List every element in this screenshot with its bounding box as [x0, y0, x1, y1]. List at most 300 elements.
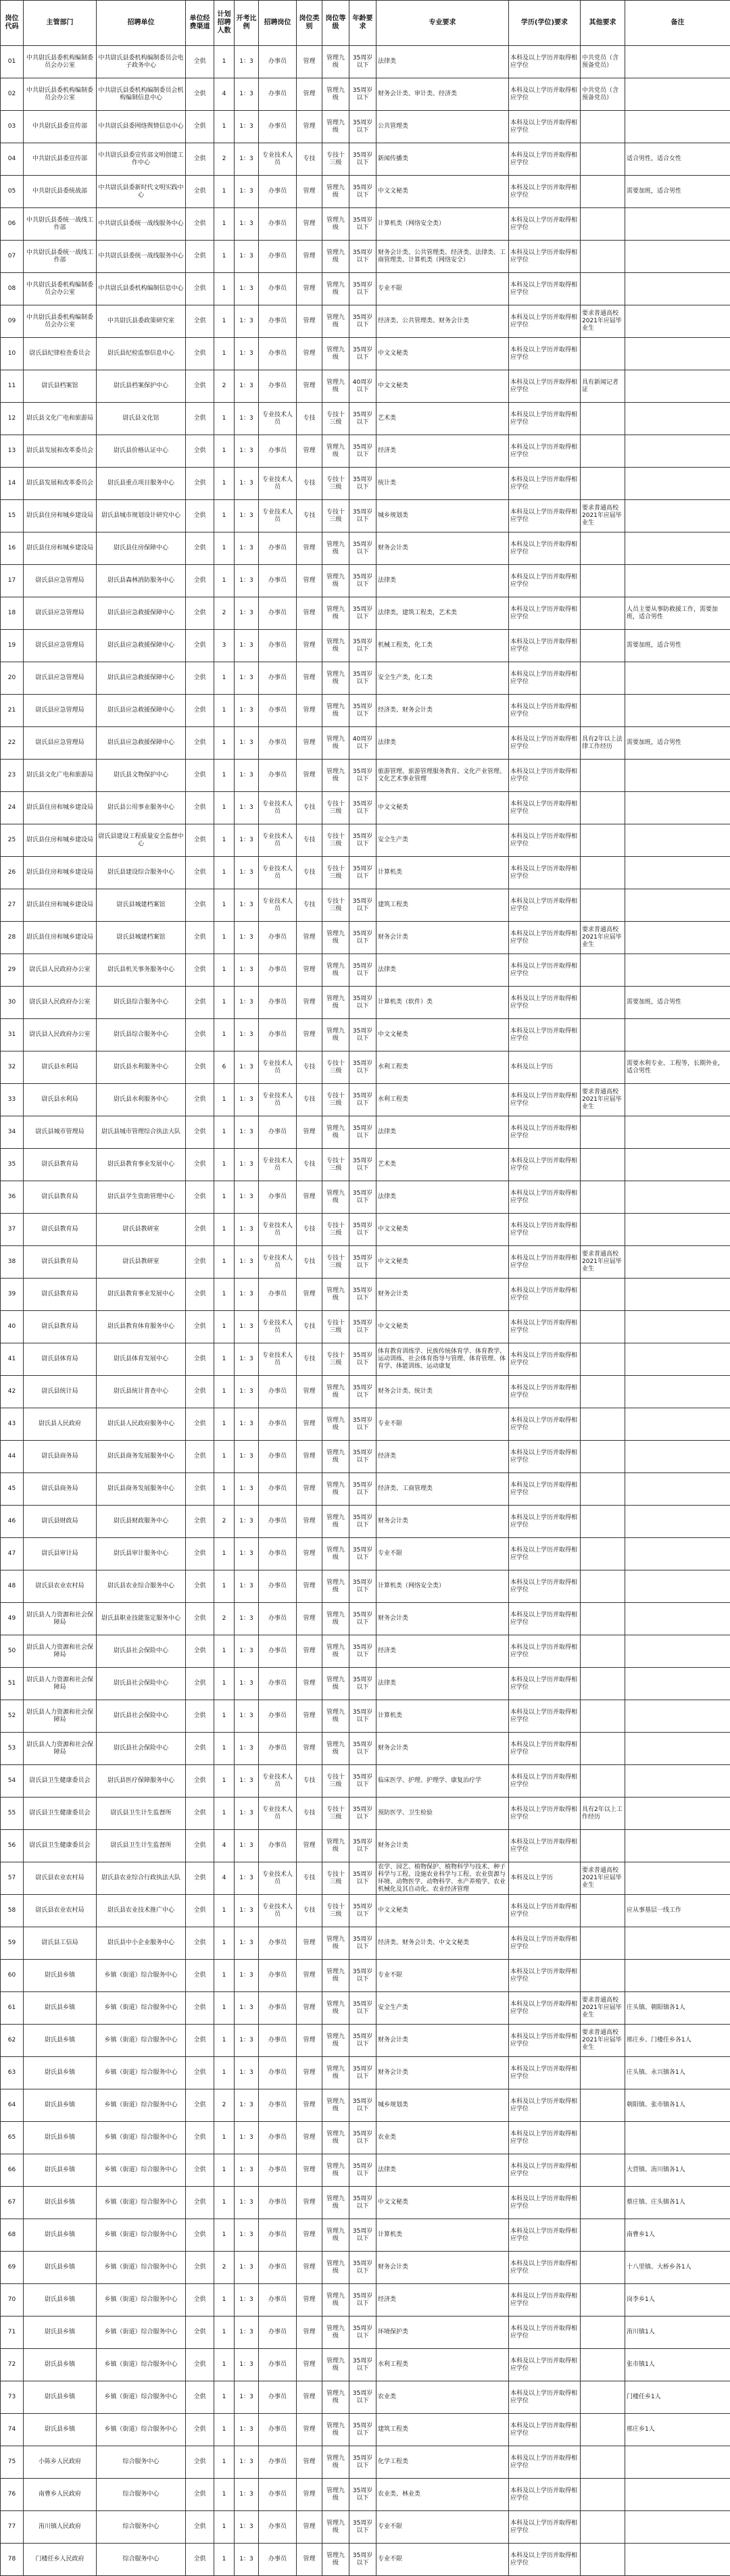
table-cell: 35周岁以下 [349, 1830, 376, 1862]
table-cell: 本科及以上学历并取得相应学位 [509, 662, 581, 695]
table-row [1, 2154, 730, 2187]
table-cell [581, 1019, 625, 1051]
table-cell [581, 1376, 625, 1408]
table-cell: 全供 [186, 2349, 214, 2381]
table-cell [625, 273, 730, 305]
table-cell: 水利工程类 [376, 1051, 509, 1084]
table-cell: 中共尉氏县委宣传部文明创建工作中心 [97, 143, 186, 176]
table-cell: 本科及以上学历并取得相应学位 [509, 1538, 581, 1570]
table-cell: 1：3 [235, 435, 259, 468]
table-cell [581, 2187, 625, 2219]
table-row [1, 1279, 730, 1311]
table-cell: 本科及以上学历并取得相应学位 [509, 1960, 581, 1992]
table-cell: 办事员 [259, 2317, 297, 2349]
table-cell: 尉氏县教育局 [24, 1214, 97, 1246]
table-cell: 要求普通高校2021年应届毕业生 [581, 500, 625, 532]
table-cell [625, 1376, 730, 1408]
table-cell: 综合服务中心 [97, 2511, 186, 2544]
table-cell: 本科及以上学历并取得相应学位 [509, 2154, 581, 2187]
table-cell: 1：3 [235, 1311, 259, 1343]
table-cell: 管理 [297, 1019, 322, 1051]
table-cell: 1 [214, 338, 235, 370]
table-cell [581, 143, 625, 176]
table-cell: 1：3 [235, 468, 259, 500]
table-cell: 专技十三级 [322, 1765, 349, 1798]
table-cell: 全供 [186, 2089, 214, 2122]
table-row [1, 1246, 730, 1279]
table-cell: 法律类 [376, 565, 509, 597]
table-cell [581, 2122, 625, 2154]
table-row [1, 857, 730, 889]
table-cell: 1 [214, 1441, 235, 1473]
table-cell: 法律类 [376, 954, 509, 987]
table-cell: 专技 [297, 1051, 322, 1084]
table-cell [581, 1473, 625, 1506]
table-cell: 63 [1, 2057, 24, 2089]
table-cell: 77 [1, 2511, 24, 2544]
table-cell: 专业技术人员 [259, 792, 297, 824]
table-cell: 管理 [297, 2479, 322, 2511]
table-cell: 专技十三级 [322, 1798, 349, 1830]
table-cell: 管理九级 [322, 2025, 349, 2057]
table-row [1, 1992, 730, 2025]
table-cell: 1：3 [235, 2219, 259, 2252]
table-cell: 办事员 [259, 1019, 297, 1051]
table-cell [581, 630, 625, 662]
column-header: 学历(学位)要求 [509, 1, 581, 46]
table-cell: 本科及以上学历并取得相应学位 [509, 1506, 581, 1538]
table-cell: 环境保护类 [376, 2317, 509, 2349]
table-cell [581, 208, 625, 241]
table-cell: 尉氏县建设工程质量安全监督中心 [97, 824, 186, 857]
table-cell: 办事员 [259, 1668, 297, 1700]
table-cell: 03 [1, 111, 24, 143]
table-cell: 大营镇、洧川镇各1人 [625, 2154, 730, 2187]
table-cell: 中共尉氏县委统一战线工作部 [24, 208, 97, 241]
table-cell: 尉氏县教育局 [24, 1246, 97, 1279]
table-cell: 35周岁以下 [349, 468, 376, 500]
table-cell: 中共党员（含预备党员） [581, 46, 625, 78]
table-cell: 30 [1, 987, 24, 1019]
table-cell: 计算机类（网络安全类） [376, 1570, 509, 1603]
table-cell: 管理九级 [322, 111, 349, 143]
table-cell: 1 [214, 46, 235, 78]
table-cell: 法律类 [376, 727, 509, 760]
table-cell: 全供 [186, 500, 214, 532]
table-cell: 04 [1, 143, 24, 176]
table-cell: 35周岁以下 [349, 2122, 376, 2154]
table-cell [581, 565, 625, 597]
table-cell: 全供 [186, 889, 214, 922]
table-cell: 专技 [297, 143, 322, 176]
table-cell: 35周岁以下 [349, 760, 376, 792]
table-cell: 1：3 [235, 2154, 259, 2187]
table-cell: 管理 [297, 176, 322, 208]
table-cell: 1：3 [235, 1960, 259, 1992]
table-cell: 35周岁以下 [349, 1084, 376, 1116]
table-cell: 15 [1, 500, 24, 532]
table-cell: 管理 [297, 532, 322, 565]
table-row [1, 1765, 730, 1798]
table-cell: 管理九级 [322, 922, 349, 954]
table-cell: 4 [214, 1830, 235, 1862]
table-cell: 35周岁以下 [349, 143, 376, 176]
table-cell: 办事员 [259, 2284, 297, 2317]
table-cell: 尉氏县应急救援保障中心 [97, 695, 186, 727]
table-cell: 管理九级 [322, 1668, 349, 1700]
table-row [1, 1343, 730, 1376]
table-cell: 专技十三级 [322, 403, 349, 435]
table-cell: 本科及以上学历并取得相应学位 [509, 2025, 581, 2057]
table-cell: 管理九级 [322, 532, 349, 565]
table-cell: 管理九级 [322, 760, 349, 792]
table-cell: 35周岁以下 [349, 403, 376, 435]
table-cell: 具有2年以上法律工作经历 [581, 727, 625, 760]
table-cell: 1：3 [235, 597, 259, 630]
table-cell: 35周岁以下 [349, 1311, 376, 1343]
table-cell [625, 241, 730, 273]
table-cell: 全供 [186, 1992, 214, 2025]
table-cell: 26 [1, 857, 24, 889]
table-cell: 1 [214, 1246, 235, 1279]
table-cell: 1 [214, 1798, 235, 1830]
table-cell: 尉氏县城建档案馆 [97, 889, 186, 922]
table-cell: 全供 [186, 597, 214, 630]
table-cell: 全供 [186, 468, 214, 500]
table-row [1, 1214, 730, 1246]
table-cell: 南曹乡1人 [625, 2219, 730, 2252]
table-cell: 本科及以上学历并取得相应学位 [509, 78, 581, 111]
table-cell [581, 1279, 625, 1311]
table-cell: 要求普通高校2021年应届毕业生 [581, 1992, 625, 2025]
table-cell: 专技 [297, 1895, 322, 1927]
table-cell: 管理九级 [322, 2284, 349, 2317]
table-row [1, 2187, 730, 2219]
table-cell: 管理 [297, 1927, 322, 1960]
table-cell: 1 [214, 403, 235, 435]
table-cell: 专业技术人员 [259, 468, 297, 500]
table-cell: 法律类，建筑工程类，艺术类 [376, 597, 509, 630]
table-cell: 本科及以上学历并取得相应学位 [509, 273, 581, 305]
table-cell: 尉氏县教研室 [97, 1246, 186, 1279]
table-row [1, 922, 730, 954]
table-cell [625, 1441, 730, 1473]
table-cell: 尉氏县乡镇 [24, 2154, 97, 2187]
table-cell: 专业技术人员 [259, 1765, 297, 1798]
table-cell: 64 [1, 2089, 24, 2122]
table-cell: 2 [214, 1603, 235, 1635]
table-cell: 专技 [297, 1343, 322, 1376]
table-cell: 35周岁以下 [349, 1765, 376, 1798]
table-cell: 管理九级 [322, 2219, 349, 2252]
column-header: 专业要求 [376, 1, 509, 46]
table-cell: 管理九级 [322, 597, 349, 630]
table-cell: 专业技术人员 [259, 500, 297, 532]
table-cell: 1 [214, 1408, 235, 1441]
table-cell: 1 [214, 2479, 235, 2511]
table-row [1, 143, 730, 176]
table-cell: 南曹乡人民政府 [24, 2479, 97, 2511]
table-cell: 35周岁以下 [349, 241, 376, 273]
table-cell: 艺术类 [376, 403, 509, 435]
table-cell: 办事员 [259, 2414, 297, 2446]
table-cell: 综合服务中心 [97, 2479, 186, 2511]
table-cell: 35周岁以下 [349, 500, 376, 532]
table-cell: 办事员 [259, 1408, 297, 1441]
table-cell: 管理九级 [322, 1408, 349, 1441]
table-cell: 尉氏县住房和城乡建设局 [24, 532, 97, 565]
table-cell: 财务会计类 [376, 1279, 509, 1311]
table-cell: 尉氏县应急救援保障中心 [97, 597, 186, 630]
table-cell: 管理九级 [322, 2479, 349, 2511]
table-cell: 全供 [186, 46, 214, 78]
table-cell: 1：3 [235, 305, 259, 338]
table-cell: 管理九级 [322, 2057, 349, 2089]
table-cell: 需要水利专业、工程等，长期外业，适合男性 [625, 1051, 730, 1084]
table-cell: 本科及以上学历并取得相应学位 [509, 1927, 581, 1960]
table-cell: 35周岁以下 [349, 2154, 376, 2187]
table-cell: 管理 [297, 78, 322, 111]
table-cell: 1：3 [235, 1376, 259, 1408]
table-cell: 尉氏县水利局 [24, 1051, 97, 1084]
table-cell: 计算机类（软件）类 [376, 987, 509, 1019]
table-cell [581, 2284, 625, 2317]
column-header: 计划招聘人数 [214, 1, 235, 46]
table-cell: 专业技术人员 [259, 1311, 297, 1343]
table-cell: 本科及以上学历并取得相应学位 [509, 1733, 581, 1765]
table-cell: 专技 [297, 1798, 322, 1830]
table-cell: 尉氏县人力资源和社会保障局 [24, 1635, 97, 1668]
table-cell: 办事员 [259, 1700, 297, 1733]
table-cell [625, 1765, 730, 1798]
table-cell: 办事员 [259, 532, 297, 565]
table-cell: 要求普通高校2021年应届毕业生 [581, 305, 625, 338]
table-cell: 专业技术人员 [259, 143, 297, 176]
table-cell: 全供 [186, 1279, 214, 1311]
table-cell [581, 1051, 625, 1084]
table-cell: 全供 [186, 954, 214, 987]
table-cell: 62 [1, 2025, 24, 2057]
table-cell: 1 [214, 2511, 235, 2544]
column-header: 岗位等级 [322, 1, 349, 46]
table-cell: 需要加班，适合男性 [625, 176, 730, 208]
table-cell: 办事员 [259, 1116, 297, 1149]
table-cell: 乡镇（街道）综合服务中心 [97, 2414, 186, 2446]
table-cell: 中共尉氏县委宣传部 [24, 143, 97, 176]
table-cell: 尉氏县人力资源和社会保障局 [24, 1668, 97, 1700]
table-cell: 尉氏县乡镇 [24, 2089, 97, 2122]
table-cell: 办事员 [259, 338, 297, 370]
table-cell [581, 695, 625, 727]
table-cell: 35 [1, 1149, 24, 1181]
table-cell [625, 435, 730, 468]
table-cell: 本科及以上学历并取得相应学位 [509, 792, 581, 824]
table-cell: 管理 [297, 2414, 322, 2446]
table-cell: 中共尉氏县委机构编制委员会办公室 [24, 78, 97, 111]
table-cell: 中文文秘类 [376, 1019, 509, 1051]
table-cell: 尉氏县社会保险中心 [97, 1700, 186, 1733]
table-cell: 办事员 [259, 1570, 297, 1603]
table-row [1, 1862, 730, 1895]
table-cell [625, 500, 730, 532]
table-cell: 尉氏县卫生健康委员会 [24, 1830, 97, 1862]
table-cell: 要求普通高校2021年应届毕业生 [581, 1084, 625, 1116]
table-cell: 全供 [186, 1311, 214, 1343]
table-row [1, 435, 730, 468]
column-header: 备注 [625, 1, 730, 46]
table-cell: 办事员 [259, 1830, 297, 1862]
table-cell: 45 [1, 1473, 24, 1506]
table-cell: 管理九级 [322, 695, 349, 727]
table-cell: 管理 [297, 370, 322, 403]
table-cell: 本科及以上学历并取得相应学位 [509, 208, 581, 241]
table-cell: 70 [1, 2284, 24, 2317]
table-row [1, 792, 730, 824]
table-cell [581, 1733, 625, 1765]
table-cell: 管理九级 [322, 2122, 349, 2154]
table-cell [625, 1700, 730, 1733]
table-cell: 48 [1, 1570, 24, 1603]
table-cell: 1：3 [235, 1084, 259, 1116]
table-cell: 综合服务中心 [97, 2544, 186, 2576]
table-cell: 全供 [186, 532, 214, 565]
table-cell: 全供 [186, 1214, 214, 1246]
table-cell: 管理 [297, 1830, 322, 1862]
table-cell: 本科及以上学历 [509, 1051, 581, 1084]
table-cell: 全供 [186, 1149, 214, 1181]
table-cell: 管理九级 [322, 987, 349, 1019]
table-cell: 3 [214, 630, 235, 662]
table-cell [581, 435, 625, 468]
table-cell: 经济类、财务会计类 [376, 695, 509, 727]
table-cell: 专业技术人员 [259, 1084, 297, 1116]
table-cell: 专技十三级 [322, 1311, 349, 1343]
table-cell: 尉氏县档案馆 [24, 370, 97, 403]
table-cell [625, 1733, 730, 1765]
table-cell [581, 241, 625, 273]
table-cell: 1 [214, 1927, 235, 1960]
table-row [1, 2284, 730, 2317]
table-cell: 乡镇（街道）综合服务中心 [97, 2122, 186, 2154]
table-cell: 管理九级 [322, 305, 349, 338]
table-row [1, 760, 730, 792]
table-cell [625, 1830, 730, 1862]
table-cell: 36 [1, 1181, 24, 1214]
table-cell: 27 [1, 889, 24, 922]
table-cell: 35周岁以下 [349, 2381, 376, 2414]
table-cell: 专技 [297, 824, 322, 857]
table-cell [581, 597, 625, 630]
table-cell: 办事员 [259, 2381, 297, 2414]
table-cell: 管理九级 [322, 662, 349, 695]
table-cell [625, 1473, 730, 1506]
table-cell: 管理 [297, 2446, 322, 2479]
table-cell: 专技 [297, 792, 322, 824]
table-cell: 尉氏县城建档案馆 [97, 922, 186, 954]
table-cell: 财务会计类、审计类、经济类 [376, 78, 509, 111]
table-cell: 财务会计类 [376, 2025, 509, 2057]
table-row [1, 2511, 730, 2544]
table-cell: 管理 [297, 954, 322, 987]
table-cell: 1：3 [235, 1830, 259, 1862]
table-cell: 中文文秘类 [376, 2187, 509, 2219]
table-cell: 60 [1, 1960, 24, 1992]
table-cell: 尉氏县城市规划设计研究中心 [97, 500, 186, 532]
table-cell: 35周岁以下 [349, 2544, 376, 2576]
table-cell: 全供 [186, 1798, 214, 1830]
table-cell [625, 857, 730, 889]
table-cell: 35周岁以下 [349, 46, 376, 78]
table-cell: 06 [1, 208, 24, 241]
table-cell: 2 [214, 143, 235, 176]
table-cell: 专技十三级 [322, 792, 349, 824]
table-cell: 本科及以上学历并取得相应学位 [509, 500, 581, 532]
table-cell: 1：3 [235, 2414, 259, 2446]
table-cell: 庄头镇、朝阳镇各1人 [625, 1992, 730, 2025]
table-cell: 1：3 [235, 1214, 259, 1246]
table-cell: 办事员 [259, 435, 297, 468]
table-cell: 专业技术人员 [259, 1149, 297, 1181]
table-cell: 计算机类 [376, 1700, 509, 1733]
table-cell: 35周岁以下 [349, 662, 376, 695]
table-cell: 本科及以上学历并取得相应学位 [509, 2414, 581, 2446]
table-cell: 1：3 [235, 889, 259, 922]
table-cell: 管理 [297, 1181, 322, 1214]
table-cell: 尉氏县教育事业发展中心 [97, 1279, 186, 1311]
table-cell: 35周岁以下 [349, 889, 376, 922]
table-cell: 办事员 [259, 1441, 297, 1473]
table-cell: 管理九级 [322, 2349, 349, 2381]
table-cell: 1 [214, 2122, 235, 2154]
table-cell: 54 [1, 1765, 24, 1798]
table-cell: 本科及以上学历并取得相应学位 [509, 532, 581, 565]
table-cell: 管理 [297, 46, 322, 78]
table-cell: 全供 [186, 143, 214, 176]
table-cell: 全供 [186, 2317, 214, 2349]
table-cell: 专业技术人员 [259, 857, 297, 889]
table-cell: 安全生产类，化工类 [376, 662, 509, 695]
table-cell: 办事员 [259, 1181, 297, 1214]
table-cell: 尉氏县乡镇 [24, 2349, 97, 2381]
table-cell: 尉氏县纪检监察信息中心 [97, 338, 186, 370]
table-cell: 专技 [297, 1214, 322, 1246]
table-cell: 管理九级 [322, 1181, 349, 1214]
table-cell: 本科及以上学历并取得相应学位 [509, 1343, 581, 1376]
table-cell: 35周岁以下 [349, 1603, 376, 1635]
table-cell: 乡镇（街道）综合服务中心 [97, 2381, 186, 2414]
table-cell: 全供 [186, 1019, 214, 1051]
table-cell [625, 1927, 730, 1960]
table-cell: 预防医学、卫生检验 [376, 1798, 509, 1830]
table-cell: 管理 [297, 1408, 322, 1441]
table-cell: 20 [1, 662, 24, 695]
table-cell: 管理 [297, 2154, 322, 2187]
table-cell: 1 [214, 1116, 235, 1149]
table-cell: 专技十三级 [322, 143, 349, 176]
table-cell: 35周岁以下 [349, 1408, 376, 1441]
table-cell: 全供 [186, 1181, 214, 1214]
table-cell: 35周岁以下 [349, 2284, 376, 2317]
table-cell: 专技 [297, 1765, 322, 1798]
table-cell: 管理 [297, 1506, 322, 1538]
table-cell: 安全生产类 [376, 824, 509, 857]
table-cell: 1 [214, 1343, 235, 1376]
table-cell: 1：3 [235, 403, 259, 435]
table-cell: 管理九级 [322, 1992, 349, 2025]
table-cell [581, 1149, 625, 1181]
table-cell: 全供 [186, 2381, 214, 2414]
table-cell: 1：3 [235, 2349, 259, 2381]
